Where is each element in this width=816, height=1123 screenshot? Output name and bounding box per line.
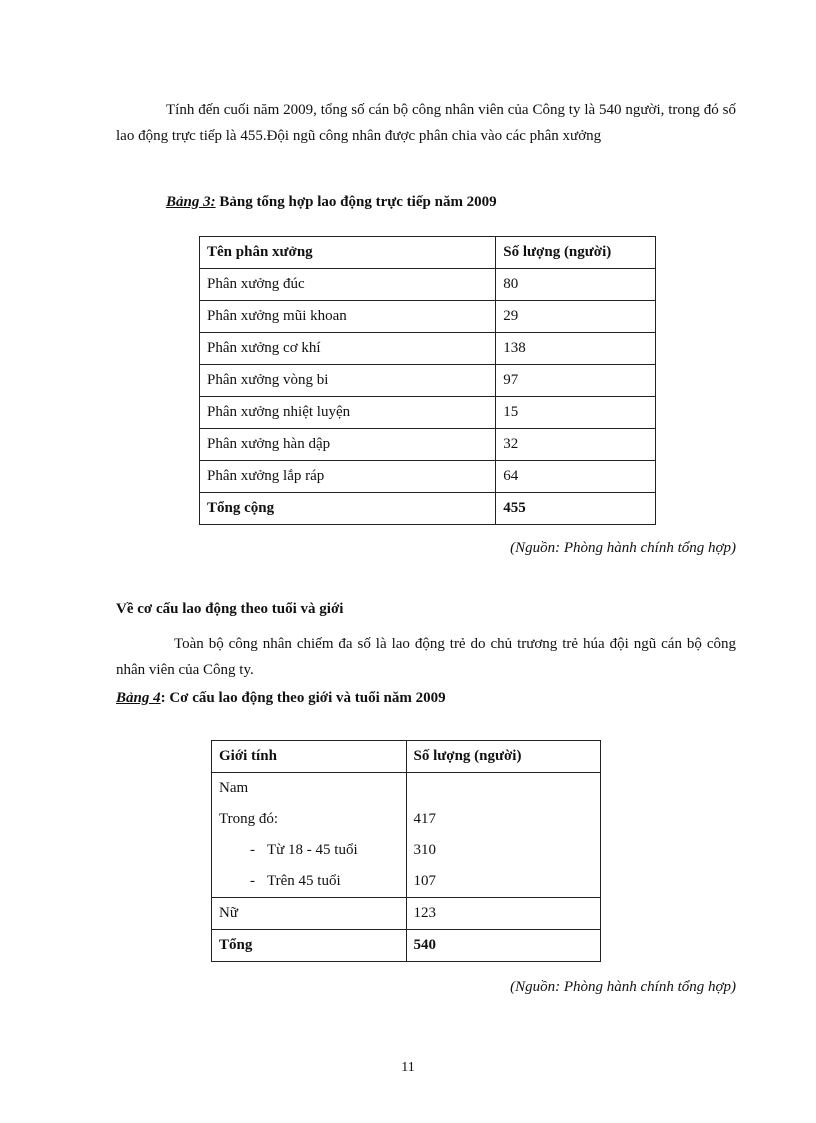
dash-marker: -: [250, 873, 255, 889]
female-value: 123: [406, 898, 601, 930]
table4: [211, 740, 601, 962]
age-group-label: Trên 45 tuổi: [267, 873, 341, 889]
table3: [199, 236, 656, 525]
total-value: 540: [406, 930, 601, 962]
workshop-name: Phân xưởng cơ khí: [200, 333, 496, 365]
header-cell: Tên phân xưởng: [200, 237, 496, 269]
table-row: [200, 365, 656, 397]
workshop-name: Phân xưởng hàn dập: [200, 429, 496, 461]
workshop-name: Phân xưởng đúc: [200, 269, 496, 301]
table-row: [200, 397, 656, 429]
workshop-count: 15: [496, 397, 656, 429]
table-row: [200, 333, 656, 365]
male-total-value: 417: [413, 811, 436, 827]
table3-caption-text: Bảng tổng hợp lao động trực tiếp năm 2009: [215, 194, 497, 210]
workshop-name: Phân xưởng nhiệt luyện: [200, 397, 496, 429]
section-heading: Về cơ cấu lao động theo tuổi và giới: [116, 601, 344, 617]
workshop-count: 64: [496, 461, 656, 493]
section-paragraph: [116, 631, 736, 683]
workshop-name: Phân xưởng mũi khoan: [200, 301, 496, 333]
section-text: Toàn bộ công nhân chiếm đa số là lao động trẻ do chủ trương trẻ húa đội ngũ cán bộ công nhân viên của Công ty.: [116, 636, 736, 678]
workshop-name: Phân xưởng vòng bi: [200, 365, 496, 397]
table-row: [200, 429, 656, 461]
table3-source: (Nguồn: Phòng hành chính tổng hợp): [510, 540, 736, 556]
total-row: [212, 930, 601, 962]
intro-text: Tính đến cuối năm 2009, tổng số cán bộ công nhân viên của Công ty là 540 người, trong đó số lao động trực tiếp là 455.Đội ngũ công nhân được phân chia vào các phân xưởng: [116, 102, 736, 144]
page-number: 11: [401, 1060, 415, 1075]
male-label: Nam: [219, 780, 249, 796]
header-cell: Giới tính: [212, 741, 407, 773]
total-label: Tổng cộng: [200, 493, 496, 525]
male-values-cell: [406, 773, 601, 898]
header-cell: Số lượng (người): [406, 741, 601, 773]
workshop-name: Phân xưởng lắp ráp: [200, 461, 496, 493]
workshop-count: 97: [496, 365, 656, 397]
male-breakdown-cell: [212, 773, 407, 898]
of-which-label: Trong đó:: [219, 811, 279, 827]
age-group-item: [219, 866, 406, 897]
table-row: [200, 301, 656, 333]
intro-paragraph: [116, 97, 736, 149]
age-group-item: [219, 835, 406, 866]
workshop-count: 32: [496, 429, 656, 461]
table4-caption: [116, 690, 446, 707]
table-header-row: [212, 741, 601, 773]
total-row: [200, 493, 656, 525]
workshop-count: 80: [496, 269, 656, 301]
table-row: [200, 461, 656, 493]
table-row: [200, 269, 656, 301]
table4-caption-text: : Cơ cấu lao động theo giới và tuổi năm 2009: [160, 690, 446, 706]
female-row: [212, 898, 601, 930]
female-label: Nữ: [212, 898, 407, 930]
age-group-label: Từ 18 - 45 tuổi: [267, 842, 358, 858]
age-group-value: 107: [413, 873, 436, 889]
table4-source: (Nguồn: Phòng hành chính tổng hợp): [510, 979, 736, 995]
workshop-count: 29: [496, 301, 656, 333]
empty-line: [414, 773, 601, 804]
workshop-count: 138: [496, 333, 656, 365]
table3-caption: [166, 194, 497, 211]
total-value: 455: [496, 493, 656, 525]
age-group-value: 310: [413, 842, 436, 858]
table3-caption-label: Bảng 3:: [166, 194, 216, 210]
male-row: [212, 773, 601, 898]
dash-marker: -: [250, 842, 255, 858]
header-cell: Số lượng (người): [496, 237, 656, 269]
table-header-row: [200, 237, 656, 269]
total-label: Tổng: [212, 930, 407, 962]
table4-caption-label: Bảng 4: [116, 690, 161, 706]
